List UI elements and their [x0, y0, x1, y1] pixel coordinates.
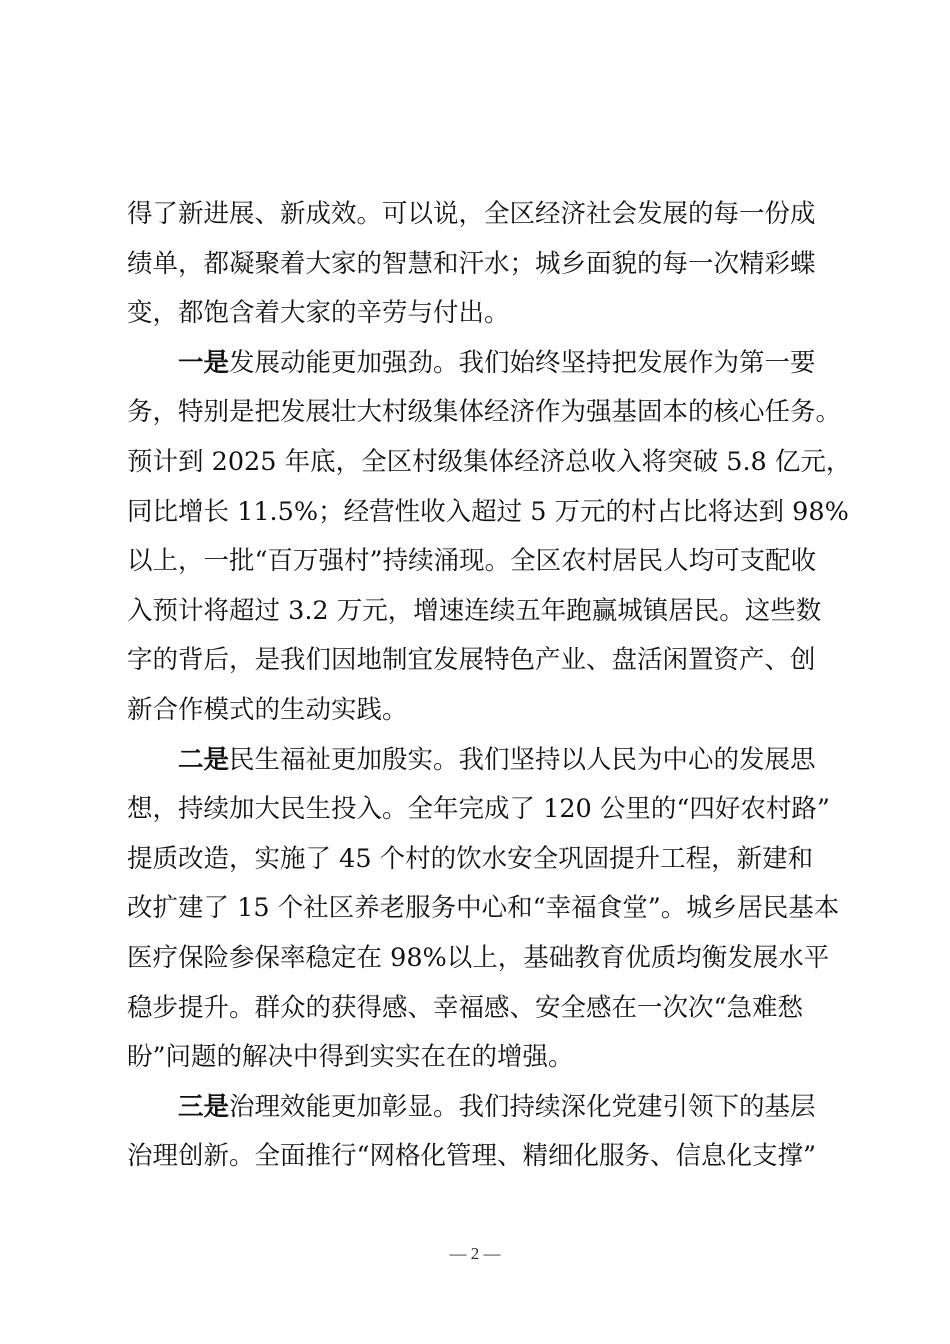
text-line: 入预计将超过 3.2 万元，增速连续五年跑赢城镇居民。这些数: [127, 595, 822, 626]
paragraph-lead: 三是: [178, 1091, 230, 1122]
text-line: [127, 1083, 847, 1133]
text-line: 预计到 2025 年底，全区村级集体经济总收入将突破 5.8 亿元，: [127, 446, 852, 477]
text-line: 务，特别是把发展壮大村级集体经济作为强基固本的核心任务。: [127, 397, 842, 428]
text-line: 变，都饱含着大家的辛劳与付出。: [127, 298, 510, 329]
text-line-content: 发展动能更加强劲。我们始终坚持把发展作为第一要: [229, 347, 816, 378]
paragraph-livelihood: [127, 736, 847, 1083]
text-line: 以上，一批“百万强村”持续涌现。全区农村居民人均可支配收: [127, 546, 817, 577]
paragraph-governance: [127, 1083, 847, 1182]
text-line: 想，持续加大民生投入。全年完成了 120 公里的“四好农村路”: [127, 794, 830, 825]
text-line: 医疗保险参保率稳定在 98%以上，基础教育优质均衡发展水平: [127, 942, 830, 973]
text-line: 字的背后，是我们因地制宜发展特色产业、盘活闲置资产、创: [127, 645, 816, 676]
text-line: 改扩建了 15 个社区养老服务中心和“幸福食堂”。城乡居民基本: [127, 893, 840, 924]
text-line: 盼”问题的解决中得到实实在在的增强。: [127, 1042, 574, 1073]
text-line: 绩单，都凝聚着大家的智慧和汗水；城乡面貌的每一次精彩蝶: [127, 248, 816, 279]
text-line: 新合作模式的生动实践。: [127, 694, 408, 725]
document-body: [127, 190, 852, 1182]
text-line: 得了新进展、新成效。可以说，全区经济社会发展的每一份成: [127, 199, 816, 229]
page-number: — 2 —: [449, 1244, 501, 1263]
text-line-content: 治理效能更加彰显。我们持续深化党建引领下的基层: [229, 1091, 816, 1122]
text-line-content: 民生福祉更加殷实。我们坚持以人民为中心的发展思: [229, 744, 816, 775]
paragraph-continuation: [127, 190, 847, 339]
text-line: 治理创新。全面推行“网格化管理、精细化服务、信息化支撑”: [127, 1141, 817, 1172]
paragraph-lead: 一是: [178, 347, 230, 378]
paragraph-lead: 二是: [178, 744, 230, 775]
text-line: 稳步提升。群众的获得感、幸福感、安全感在一次次“急难愁: [127, 992, 804, 1023]
text-line: 同比增长 11.5%；经营性收入超过 5 万元的村占比将达到 98%: [127, 496, 849, 527]
paragraph-development: [127, 339, 852, 736]
text-line: [127, 736, 847, 786]
text-line: 提质改造，实施了 45 个村的饮水安全巩固提升工程，新建和: [127, 843, 814, 874]
text-line: [127, 339, 847, 389]
